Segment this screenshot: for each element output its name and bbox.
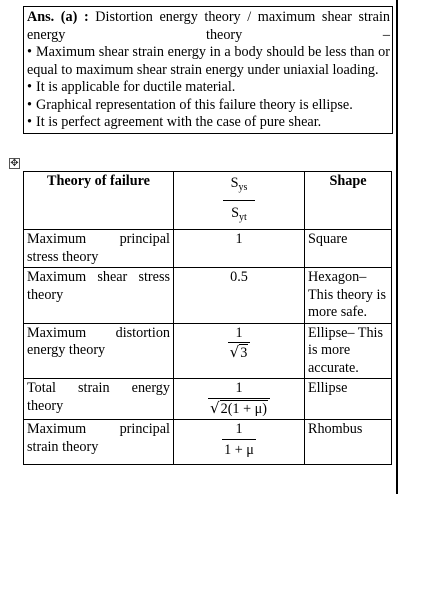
header-shape: Shape	[305, 172, 392, 230]
table-row	[24, 379, 392, 420]
cell-ratio	[174, 323, 305, 379]
bullet-glyph: •	[27, 79, 32, 95]
bullet-glyph: •	[27, 114, 32, 130]
answer-bullet-4: • It is perfect agreement with the case of pure shear.	[27, 114, 322, 130]
cell-shape: Hexagon– This theory is more safe.	[305, 268, 392, 324]
answer-intro: Ans. (a) : Distortion energy theory / maximum shear strain energy theory –	[27, 9, 390, 43]
cell-theory: Maximum shear stress theory	[24, 268, 174, 324]
answer-bullet-2: • It is applicable for ductile material.	[27, 79, 236, 95]
failure-theory-table	[23, 171, 392, 465]
page-margin-rule	[396, 0, 398, 494]
cell-ratio: 1	[174, 230, 305, 268]
cell-theory: Maximum principal stress theory	[24, 230, 174, 268]
ratio-fraction: $\frac{1}{√3}$	[228, 325, 251, 363]
ratio-fraction: $\frac{1}{√2(1 + \mu)}$	[208, 380, 270, 418]
table-row	[24, 323, 392, 379]
answer-bullet-1: • Maximum shear strain energy in a body should be less than or equal to maximum shear strain energy under uniaxial loading.	[27, 44, 390, 78]
table-row	[24, 268, 392, 324]
answer-heading: Ans. (a) :	[27, 9, 89, 25]
table-header-row	[24, 172, 392, 230]
cell-shape: Ellipse	[305, 379, 392, 420]
cell-ratio	[174, 379, 305, 420]
cell-shape: Square	[305, 230, 392, 268]
sqrt-symbol: √2(1 + μ)	[210, 398, 267, 417]
answer-box	[23, 6, 393, 134]
cell-theory: Maximum principal strain theory	[24, 420, 174, 465]
header-ratio	[174, 172, 305, 230]
cell-shape: Ellipse– This is more accurate.	[305, 323, 392, 379]
ratio-fraction: $\frac{S_{ys}}{S_{yt}}$	[223, 175, 256, 228]
cell-ratio	[174, 420, 305, 465]
cell-theory: Maximum distortion energy theory	[24, 323, 174, 379]
answer-bullet-3: • Graphical representation of this failure theory is ellipse.	[27, 96, 353, 113]
bullet-glyph: •	[27, 96, 32, 113]
sqrt-symbol: √3	[229, 343, 248, 361]
header-theory: Theory of failure	[24, 172, 174, 230]
bullet-glyph: •	[27, 44, 32, 60]
ratio-fraction: $\frac{1}{1 + \mu}$	[224, 421, 254, 458]
cell-shape: Rhombus	[305, 420, 392, 465]
table-row	[24, 230, 392, 268]
table-move-handle-icon[interactable]: ✥	[10, 158, 19, 169]
cell-theory: Total strain energy theory	[24, 379, 174, 420]
cell-ratio: 0.5	[174, 268, 305, 324]
table-row	[24, 420, 392, 465]
